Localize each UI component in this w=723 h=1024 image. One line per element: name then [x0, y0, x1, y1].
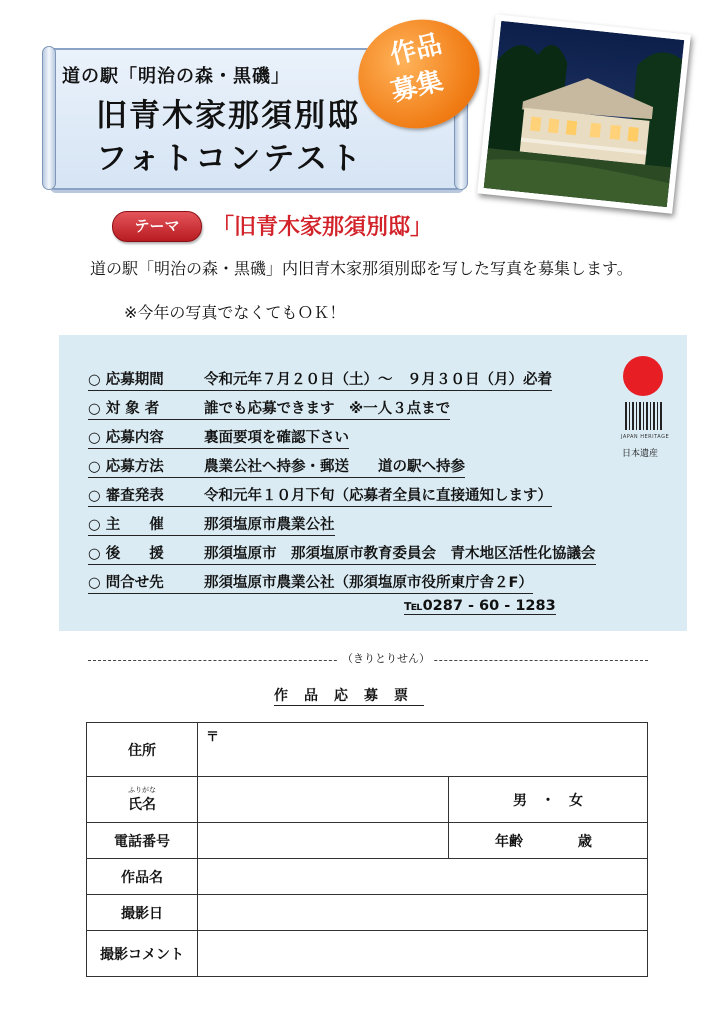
work-title-field[interactable] [198, 859, 648, 895]
detail-value: 令和元年７月２０日（土）～ ９月３０日（月）必着 [204, 372, 552, 388]
gender-field[interactable]: 男 ・ 女 [449, 777, 648, 823]
banner-subtitle: 道の駅「明治の森・黒磯」 [62, 66, 290, 87]
phone-label: 電話番号 [87, 823, 198, 859]
banner-title-line1: 旧青木家那須別邸 [96, 98, 360, 134]
banner-scroll-left [42, 46, 56, 190]
detail-value: 那須塩原市 那須塩原市教育委員会 青木地区活性化協議会 [204, 546, 596, 562]
detail-value: 令和元年１０月下旬（応募者全員に直接通知します） [204, 488, 552, 504]
detail-label: ○ 主 催 [88, 517, 164, 533]
theme-note: ※今年の写真でなくてもＯＫ！ [124, 303, 346, 322]
theme-label-pill: テーマ [112, 211, 202, 242]
form-row-name [87, 777, 648, 823]
badge-line1: 作品 [387, 29, 445, 71]
comment-field[interactable] [198, 931, 648, 977]
banner-title-line2: フォトコンテスト [96, 141, 364, 177]
theme-description: 道の駅「明治の森・黒磯」内旧青木家那須別邸を写した写真を募集します。 [90, 259, 633, 278]
entry-form-title: 作品応募票 [274, 685, 424, 706]
detail-label: ○ 審査発表 [88, 488, 164, 504]
japan-heritage-bars-icon [625, 402, 663, 430]
detail-value: 農業公社へ持参・郵送 道の駅へ持参 [204, 459, 465, 475]
detail-row [88, 571, 533, 594]
entry-form-table [86, 722, 648, 977]
detail-label: ○ 応募内容 [88, 430, 164, 446]
detail-row [88, 513, 335, 536]
detail-row [88, 426, 349, 449]
name-label: 氏名 [128, 796, 156, 813]
villa-photo [477, 14, 691, 214]
address-label: 住所 [87, 723, 198, 777]
detail-row [88, 397, 450, 420]
detail-row [88, 542, 596, 565]
detail-row [88, 368, 552, 391]
japan-heritage-small-text: JAPAN HERITAGE [621, 434, 670, 440]
name-field[interactable] [198, 777, 449, 823]
form-row-address [87, 723, 648, 777]
detail-row [88, 455, 465, 478]
phone-field[interactable] [198, 823, 449, 859]
comment-label: 撮影コメント [87, 931, 198, 977]
japan-heritage-label: 日本遺産 [622, 449, 659, 459]
detail-label: ○ 対 象 者 [88, 401, 160, 417]
japan-heritage-sun-icon [623, 356, 663, 396]
name-furigana: ふりがな [128, 785, 156, 794]
age-field[interactable] [449, 823, 648, 859]
form-row-comment [87, 931, 648, 977]
form-row-shoot-date [87, 895, 648, 931]
detail-value: 那須塩原市農業公社（那須塩原市役所東庁舎２F） [204, 575, 533, 591]
villa-photo-image [484, 21, 685, 207]
detail-value: 那須塩原市農業公社 [204, 517, 335, 533]
postal-mark: 〒 [206, 729, 220, 745]
detail-label: ○ 後 援 [88, 546, 164, 562]
age-unit: 歳 [577, 833, 592, 850]
detail-row [88, 484, 552, 507]
detail-value: 裏面要項を確認下さい [204, 430, 349, 446]
detail-label: ○ 応募期間 [88, 372, 164, 388]
form-row-work-title [87, 859, 648, 895]
cut-line-label: （きりとりせん） [338, 650, 434, 666]
theme-value: 「旧青木家那須別邸」 [212, 215, 433, 240]
name-label-cell [87, 777, 198, 823]
address-field[interactable] [198, 723, 648, 777]
age-label: 年齢 [495, 833, 523, 850]
badge-line2: 募集 [388, 66, 446, 108]
form-row-phone [87, 823, 648, 859]
detail-label: ○ 問合せ先 [88, 575, 164, 591]
shoot-date-label: 撮影日 [87, 895, 198, 931]
work-title-label: 作品名 [87, 859, 198, 895]
detail-label: ○ 応募方法 [88, 459, 164, 475]
shoot-date-field[interactable] [198, 895, 648, 931]
contact-phone: ℡0287 - 60 - 1283 [404, 598, 556, 614]
detail-value: 誰でも応募できます ※一人３点まで [204, 401, 451, 417]
